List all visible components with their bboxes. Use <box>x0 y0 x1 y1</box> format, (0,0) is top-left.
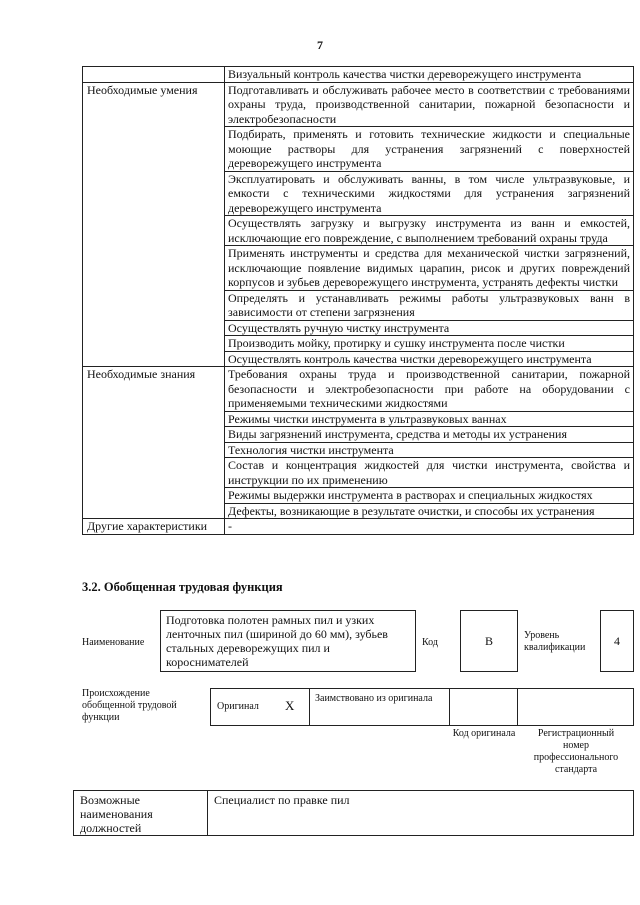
row-value: - <box>225 519 634 535</box>
row-value: Визуальный контроль качества чистки дереворежущего инструмента <box>225 67 634 83</box>
row-value: Требования охраны труда и производственной санитарии, пожарной безопасности и электробезопасности при работе на оборудовании с применяемыми техническими жидкостями <box>225 367 634 412</box>
original-label: Оригинал <box>217 701 259 712</box>
origin-label: Происхождение обобщенной трудовой функции <box>82 688 177 723</box>
row-value: Режимы выдержки инструмента в растворах и специальных жидкостях <box>225 488 634 504</box>
table-row <box>83 67 634 83</box>
code-value: B <box>460 610 518 672</box>
row-value: Эксплуатировать и обслуживать ванны, в том числе ультразвуковые, и емкости с техническими жидкостями для устранения загрязнений дереворежущего инструмента <box>225 171 634 216</box>
row-value: Производить мойку, протирку и сушку инструмента после чистки <box>225 336 634 352</box>
name-label: Наименование <box>82 637 145 648</box>
function-name-box <box>160 610 416 672</box>
code-label: Код <box>422 637 438 648</box>
page-number: 7 <box>317 38 323 52</box>
competency-table <box>82 66 634 535</box>
row-value: Технология чистки инструмента <box>225 442 634 458</box>
row-value: Состав и концентрация жидкостей для чистки инструмента, свойства и инструкции по их применению <box>225 458 634 488</box>
table-row <box>83 82 634 127</box>
row-value: Осуществлять контроль качества чистки дереворежущего инструмента <box>225 351 634 367</box>
table-row <box>83 519 634 535</box>
code-original-label: Код оригинала <box>452 728 516 739</box>
row-value: Определять и устанавливать режимы работы ультразвуковых ванн в зависимости от степени загрязнения <box>225 290 634 320</box>
row-value: Подбирать, применять и готовить технические жидкости и специальные моющие растворы для устранения загрязнений с поверхностей дереворежущего инструмента <box>225 127 634 172</box>
row-label: Другие характеристики <box>83 519 225 535</box>
borrowed-label: Заимствовано из оригинала <box>315 693 433 704</box>
function-name-value: Подготовка полотен рамных пил и узких ленточных пил (шириной до 60 мм), зубьев стальных дереворежущих пил и короснимателей <box>166 613 388 669</box>
row-label: Необходимые умения <box>83 82 225 367</box>
original-mark: X <box>285 698 295 713</box>
row-value: Подготавливать и обслуживать рабочее место в соответствии с требованиями охраны труда, производственной санитарии, пожарной безопасности и электробезопасности <box>225 82 634 127</box>
row-value: Виды загрязнений инструмента, средства и методы их устранения <box>225 427 634 443</box>
row-value: Дефекты, возникающие в результате очистки, и способы их устранения <box>225 503 634 519</box>
section-title: 3.2. Обобщенная трудовая функция <box>82 580 283 594</box>
row-label: Необходимые знания <box>83 367 225 519</box>
row-value: Осуществлять ручную чистку инструмента <box>225 320 634 336</box>
row-label <box>83 67 225 83</box>
row-value: Осуществлять загрузку и выгрузку инструмента из ванн и емкостей, исключающие его повреждение, с выполнением требований охраны труда <box>225 216 634 246</box>
origin-box <box>210 688 634 726</box>
row-value: Применять инструменты и средства для механической чистки загрязнений, исключающие появление видимых царапин, рисок и других повреждений корпусов и зубьев дереворежущего инструмента, устранять дефекты чистки <box>225 246 634 291</box>
positions-table <box>73 790 634 836</box>
level-label: Уровень квалификации <box>524 630 586 653</box>
row-value: Режимы чистки инструмента в ультразвуковых ваннах <box>225 411 634 427</box>
level-value: 4 <box>600 610 634 672</box>
divider <box>449 689 450 725</box>
positions-label: Возможные наименования должностей <box>74 791 208 835</box>
positions-value: Специалист по правке пил <box>214 793 350 807</box>
divider <box>309 689 310 725</box>
divider <box>517 689 518 725</box>
reg-number-label: Регистрационный номер профессионального стандарта <box>533 728 619 775</box>
table-row <box>83 367 634 412</box>
